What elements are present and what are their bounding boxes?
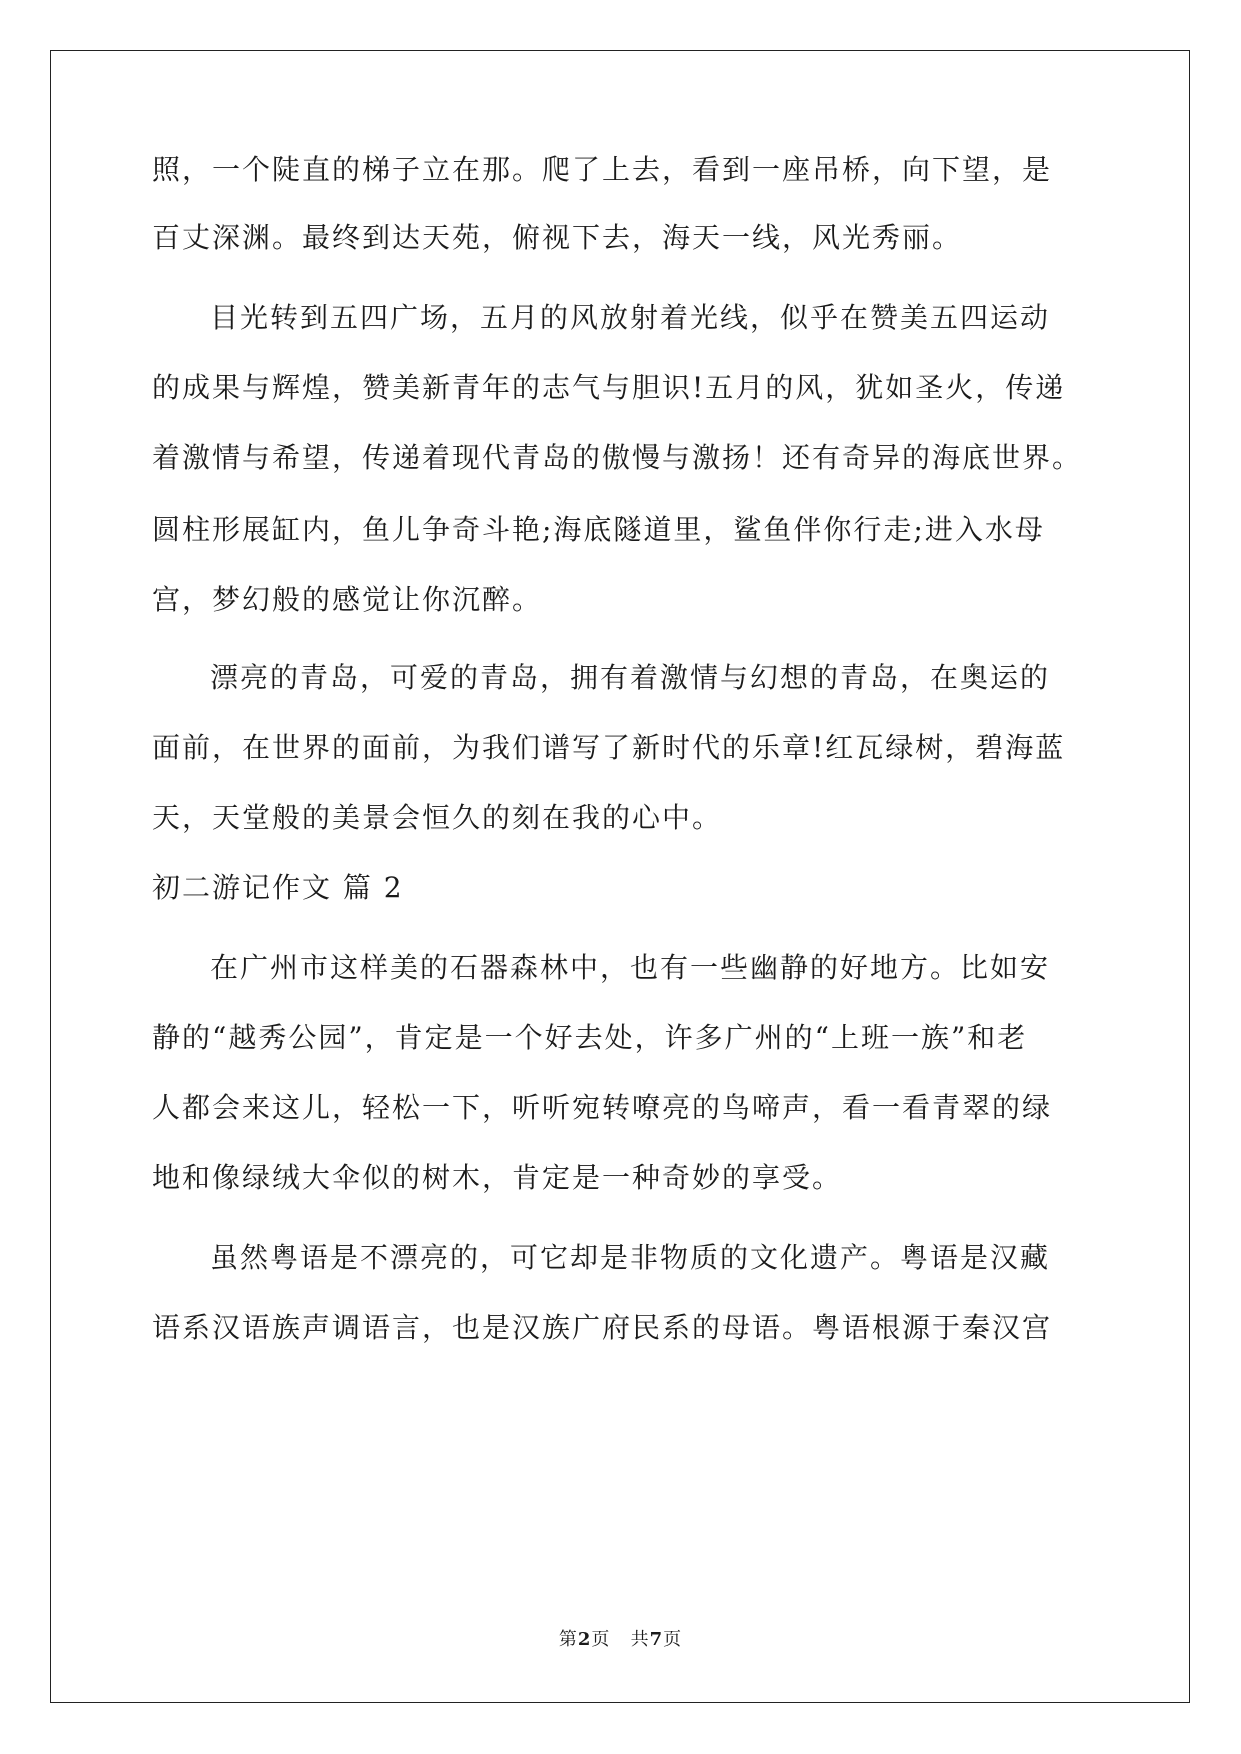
page-suffix: 页 bbox=[591, 1629, 611, 1650]
page-prefix: 第 bbox=[558, 1629, 578, 1650]
paragraph-start-line: 漂亮的青岛，可爱的青岛，拥有着激情与幻想的青岛，在奥运的 bbox=[210, 661, 1051, 694]
text-line: 面前，在世界的面前，为我们谱写了新时代的乐章!红瓦绿树，碧海蓝 bbox=[152, 731, 1066, 764]
text-line: 天，天堂般的美景会恒久的刻在我的心中。 bbox=[152, 801, 723, 834]
current-page-number: 2 bbox=[577, 1629, 592, 1650]
section-heading: 初二游记作文 篇 2 bbox=[152, 871, 404, 904]
text-line: 宫，梦幻般的感觉让你沉醉。 bbox=[152, 583, 543, 616]
paragraph-start-line: 目光转到五四广场，五月的风放射着光线，似乎在赞美五四运动 bbox=[210, 301, 1051, 334]
text-line: 人都会来这儿，轻松一下，听听宛转嘹亮的鸟啼声，看一看青翠的绿 bbox=[152, 1091, 1053, 1124]
text-line: 的成果与辉煌，赞美新青年的志气与胆识!五月的风，犹如圣火，传递 bbox=[152, 371, 1066, 404]
page-footer bbox=[0, 1625, 1241, 1651]
text-line: 百丈深渊。最终到达天苑，俯视下去，海天一线，风光秀丽。 bbox=[152, 221, 963, 254]
text-line: 静的“越秀公园”，肯定是一个好去处，许多广州的“上班一族”和老 bbox=[152, 1021, 1028, 1054]
text-line: 地和像绿绒大伞似的树木，肯定是一种奇妙的享受。 bbox=[152, 1161, 843, 1194]
text-line: 语系汉语族声调语言，也是汉族广府民系的母语。粤语根源于秦汉宫 bbox=[152, 1311, 1053, 1344]
paragraph-start-line: 虽然粤语是不漂亮的，可它却是非物质的文化遗产。粤语是汉藏 bbox=[210, 1241, 1051, 1274]
total-prefix: 共 bbox=[630, 1629, 650, 1650]
text-line: 照，一个陡直的梯子立在那。爬了上去，看到一座吊桥，向下望，是 bbox=[152, 153, 1053, 186]
paragraph-start-line: 在广州市这样美的石器森林中，也有一些幽静的好地方。比如安 bbox=[210, 951, 1051, 984]
text-line: 着激情与希望，传递着现代青岛的傲慢与激扬！还有奇异的海底世界。 bbox=[152, 441, 1083, 474]
total-suffix: 页 bbox=[663, 1629, 683, 1650]
text-line: 圆柱形展缸内，鱼儿争奇斗艳;海底隧道里，鲨鱼伴你行走;进入水母 bbox=[152, 513, 1045, 546]
total-page-number: 7 bbox=[649, 1629, 664, 1650]
